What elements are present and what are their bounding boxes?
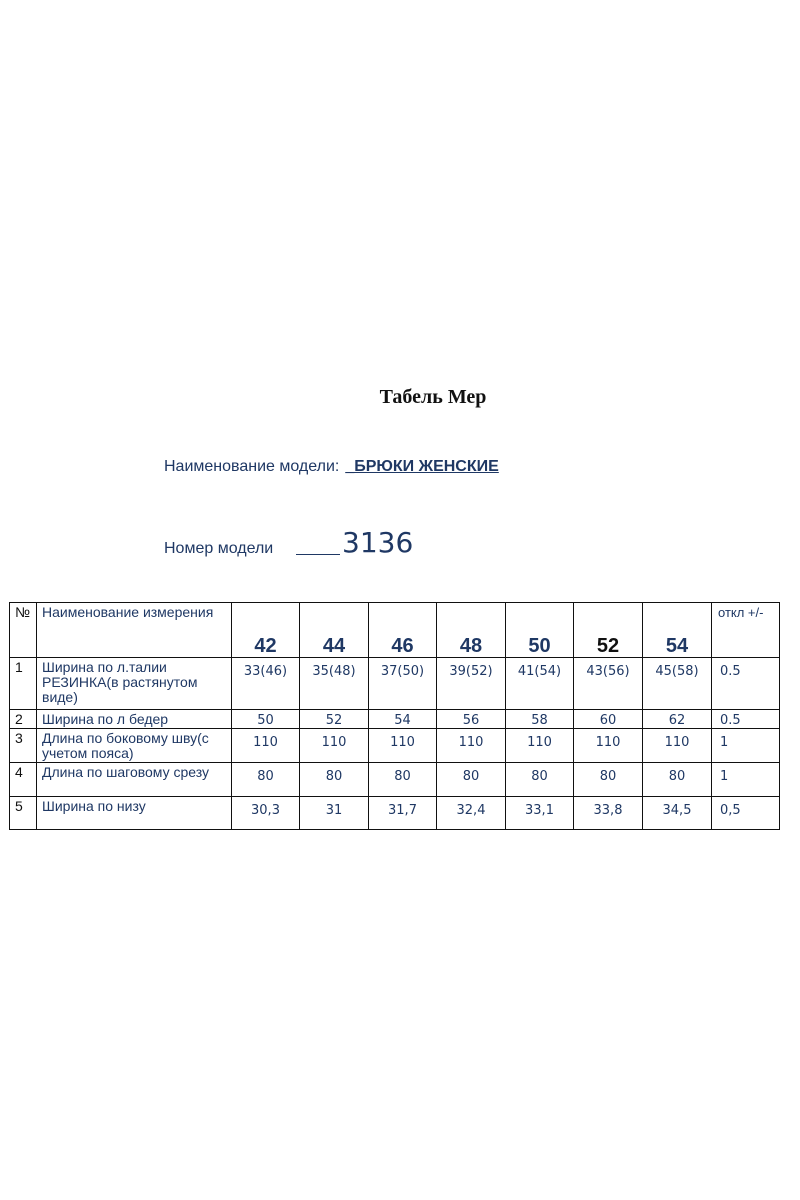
row-name: Ширина по низу <box>37 797 232 830</box>
row-value: 110 <box>506 729 574 763</box>
row-value: 34,5 <box>643 797 712 830</box>
row-num: 5 <box>10 797 37 830</box>
row-tolerance: 1 <box>712 763 780 797</box>
row-name: Длина по боковому шву(с учетом пояса) <box>37 729 232 763</box>
row-value: 35(48) <box>300 658 369 710</box>
row-tolerance: 0.5 <box>712 658 780 710</box>
row-value: 110 <box>643 729 712 763</box>
model-name-value: _БРЮКИ ЖЕНСКИЕ <box>345 458 499 475</box>
row-value: 80 <box>437 763 506 797</box>
row-value: 110 <box>232 729 300 763</box>
row-num: 1 <box>10 658 37 710</box>
header-size: 54 <box>643 603 712 658</box>
row-value: 110 <box>300 729 369 763</box>
row-value: 60 <box>574 710 643 729</box>
row-value: 54 <box>369 710 437 729</box>
model-number-value: 3136 <box>342 526 414 559</box>
row-value: 37(50) <box>369 658 437 710</box>
row-value: 30,3 <box>232 797 300 830</box>
row-value: 33(46) <box>232 658 300 710</box>
table-row <box>10 658 780 710</box>
table-row <box>10 763 780 797</box>
row-value: 110 <box>574 729 643 763</box>
table-header-row <box>10 603 780 658</box>
model-number-label: Номер модели <box>164 540 274 557</box>
row-name: Ширина по л бедер <box>37 710 232 729</box>
header-size: 52 <box>574 603 643 658</box>
row-tolerance: 0.5 <box>712 710 780 729</box>
row-value: 32,4 <box>437 797 506 830</box>
row-tolerance: 1 <box>712 729 780 763</box>
header-size: 46 <box>369 603 437 658</box>
row-value: 39(52) <box>437 658 506 710</box>
header-size: 48 <box>437 603 506 658</box>
table-row <box>10 729 780 763</box>
row-value: 80 <box>232 763 300 797</box>
model-name-label: Наименование модели: <box>164 458 340 475</box>
header-name: Наименование измерения <box>37 603 232 658</box>
document-title: Табель Мер <box>379 386 487 408</box>
row-name: Ширина по л.талии РЕЗИНКА(в растянутом виде) <box>37 658 232 710</box>
row-value: 43(56) <box>574 658 643 710</box>
row-value: 80 <box>369 763 437 797</box>
row-value: 33,8 <box>574 797 643 830</box>
model-name-line <box>164 458 499 476</box>
row-value: 110 <box>369 729 437 763</box>
header-size: 50 <box>506 603 574 658</box>
row-tolerance: 0,5 <box>712 797 780 830</box>
row-value: 110 <box>437 729 506 763</box>
row-value: 45(58) <box>643 658 712 710</box>
header-tolerance: откл +/- <box>712 603 780 658</box>
row-name: Длина по шаговому срезу <box>37 763 232 797</box>
model-number-blank <box>296 554 340 555</box>
row-value: 80 <box>300 763 369 797</box>
header-size: 42 <box>232 603 300 658</box>
row-value: 80 <box>643 763 712 797</box>
row-value: 80 <box>506 763 574 797</box>
row-value: 62 <box>643 710 712 729</box>
row-value: 41(54) <box>506 658 574 710</box>
header-size: 44 <box>300 603 369 658</box>
row-value: 31 <box>300 797 369 830</box>
row-value: 56 <box>437 710 506 729</box>
row-num: 2 <box>10 710 37 729</box>
row-value: 31,7 <box>369 797 437 830</box>
row-value: 58 <box>506 710 574 729</box>
row-value: 33,1 <box>506 797 574 830</box>
row-value: 80 <box>574 763 643 797</box>
table-row <box>10 710 780 729</box>
row-num: 4 <box>10 763 37 797</box>
row-num: 3 <box>10 729 37 763</box>
table-row <box>10 797 780 830</box>
row-value: 52 <box>300 710 369 729</box>
header-num: № <box>10 603 37 658</box>
row-value: 50 <box>232 710 300 729</box>
measurements-table <box>9 602 780 830</box>
